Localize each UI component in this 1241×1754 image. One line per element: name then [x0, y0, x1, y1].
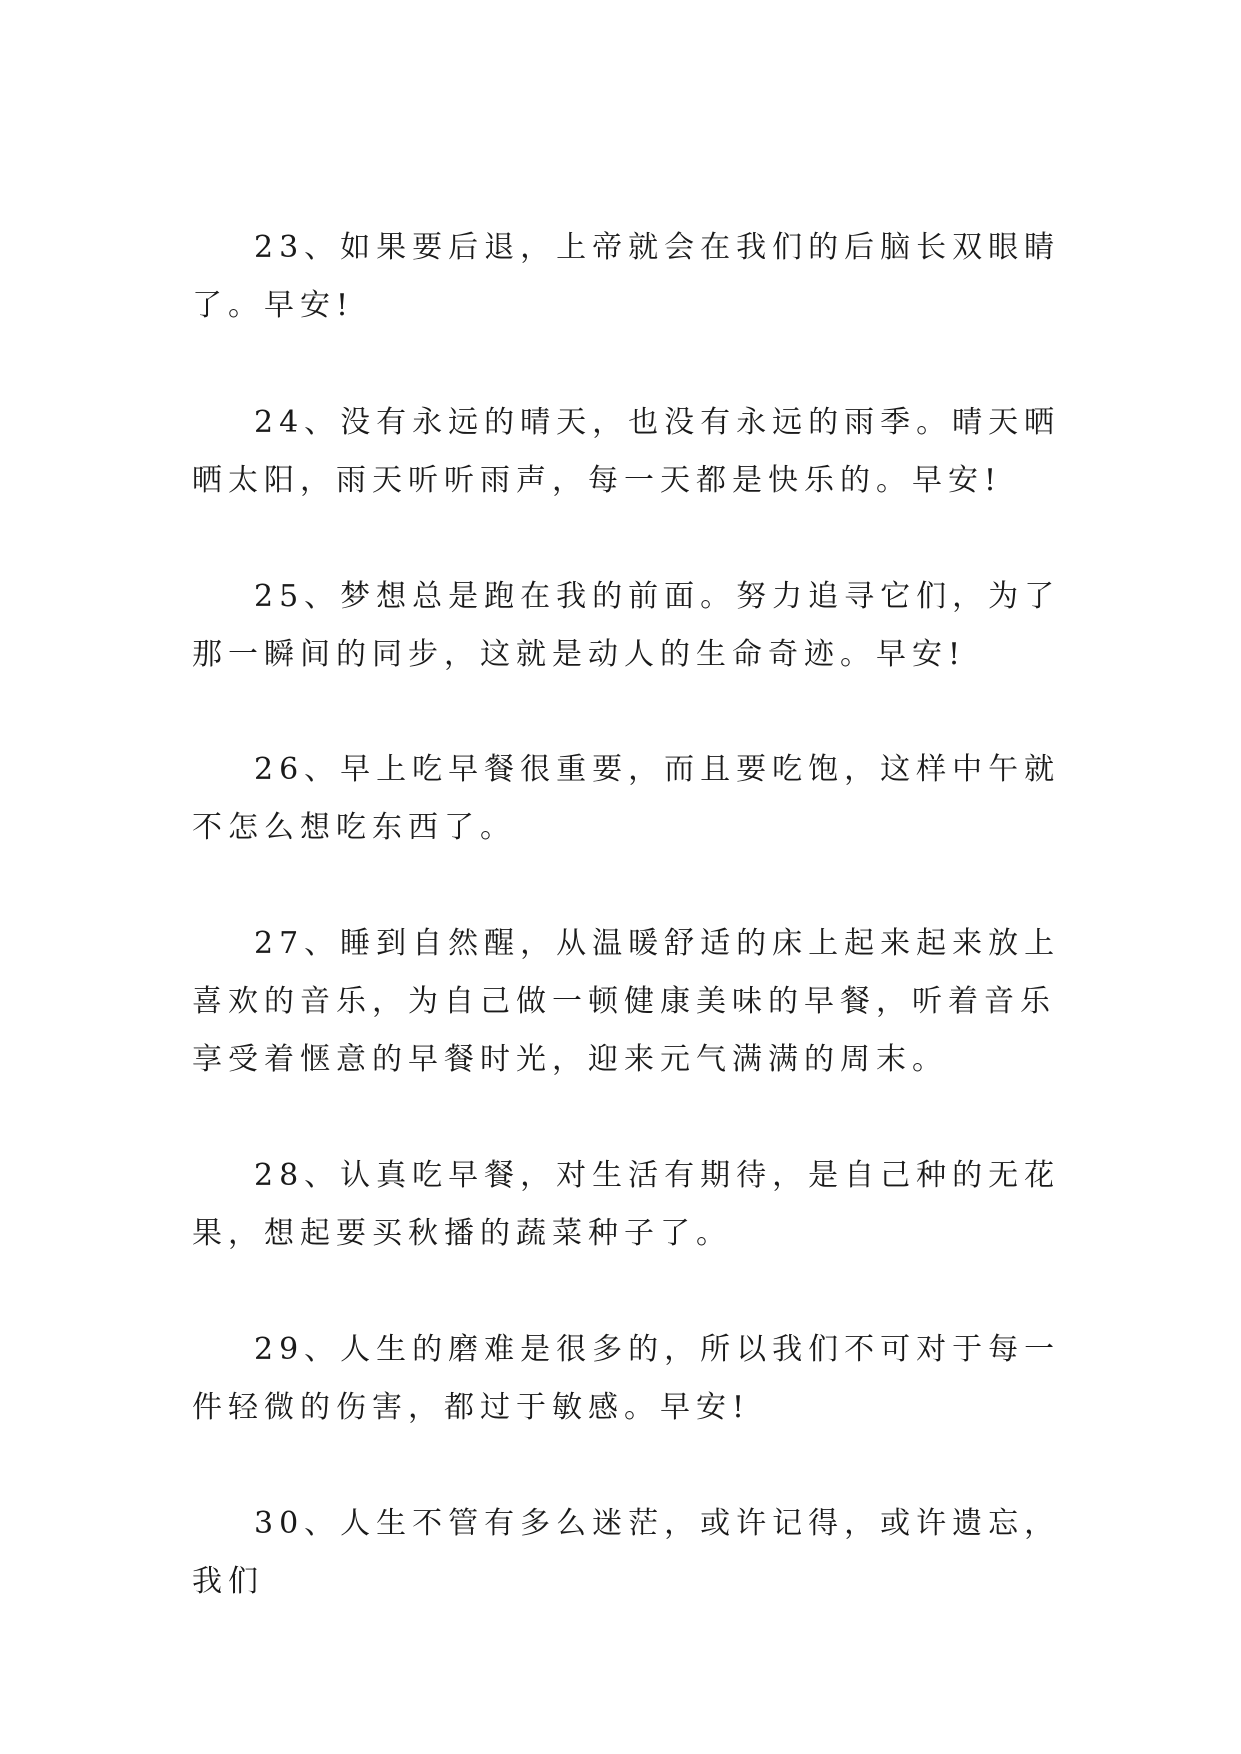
paragraph-27: 27、睡到自然醒，从温暖舒适的床上起来起来放上喜欢的音乐，为自己做一顿健康美味的早餐，听着音乐享受着惬意的早餐时光，迎来元气满满的周末。 — [192, 926, 1061, 1077]
paragraph-23: 23、如果要后退，上帝就会在我们的后脑长双眼睛了。早安! — [192, 230, 1061, 323]
paragraph-24: 24、没有永远的晴天，也没有永远的雨季。晴天晒晒太阳，雨天听听雨声，每一天都是快乐的。早安! — [192, 405, 1061, 498]
paragraph-29: 29、人生的磨难是很多的，所以我们不可对于每一件轻微的伤害，都过于敏感。早安! — [192, 1332, 1061, 1425]
paragraph-25: 25、梦想总是跑在我的前面。努力追寻它们，为了那一瞬间的同步，这就是动人的生命奇迹。早安! — [192, 579, 1061, 672]
paragraph-26: 26、早上吃早餐很重要，而且要吃饱，这样中午就不怎么想吃东西了。 — [192, 752, 1061, 845]
paragraph-28: 28、认真吃早餐，对生活有期待，是自己种的无花果，想起要买秋播的蔬菜种子了。 — [192, 1158, 1061, 1251]
paragraph-30: 30、人生不管有多么迷茫，或许记得，或许遗忘，我们 — [192, 1506, 1061, 1599]
